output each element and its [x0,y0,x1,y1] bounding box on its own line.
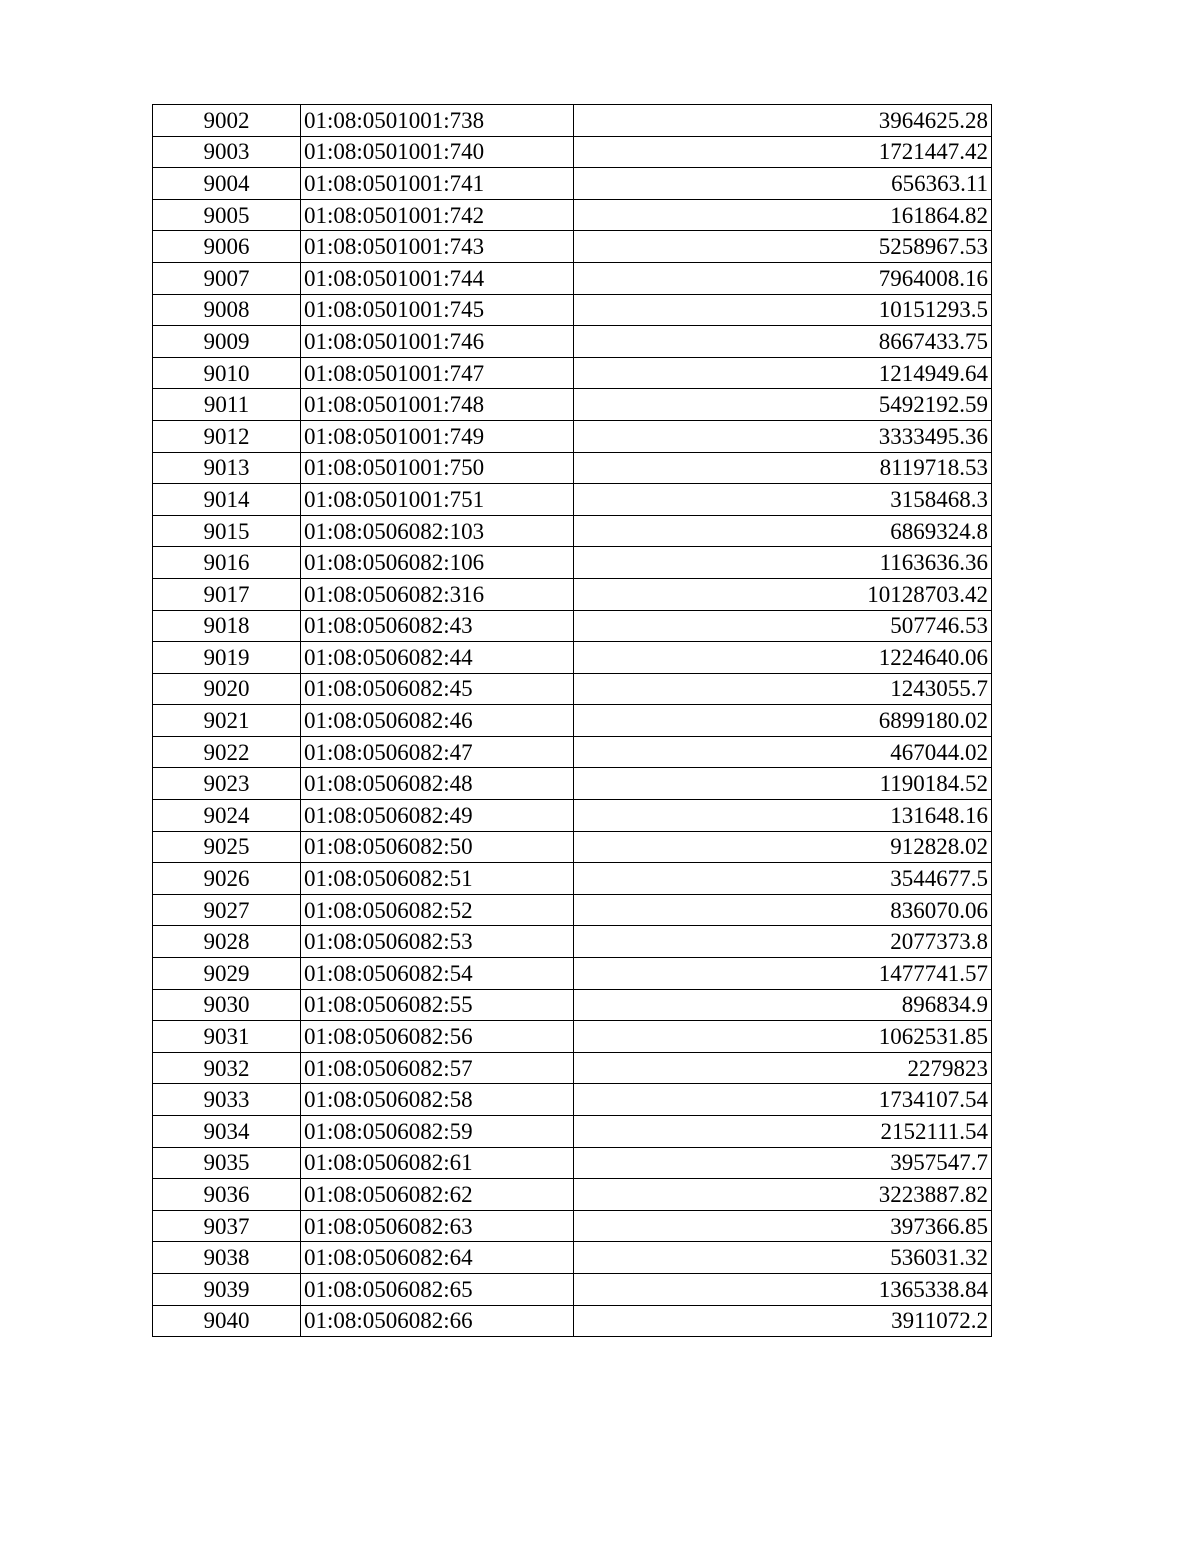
row-number-cell: 9026 [153,863,301,895]
value-cell: 536031.32 [574,1242,992,1274]
row-number-cell: 9011 [153,389,301,421]
row-number-cell: 9009 [153,326,301,358]
value-cell: 10151293.5 [574,294,992,326]
value-cell: 6869324.8 [574,515,992,547]
value-cell: 1163636.36 [574,547,992,579]
value-cell: 656363.11 [574,168,992,200]
row-number-cell: 9015 [153,515,301,547]
table-row [153,736,992,768]
cadastral-number-cell: 01:08:0501001:749 [301,420,574,452]
table-row [153,800,992,832]
table-row [153,1179,992,1211]
value-cell: 1224640.06 [574,642,992,674]
table-row [153,1273,992,1305]
row-number-cell: 9017 [153,578,301,610]
table-row [153,673,992,705]
row-number-cell: 9018 [153,610,301,642]
value-cell: 507746.53 [574,610,992,642]
cadastral-number-cell: 01:08:0501001:742 [301,199,574,231]
cadastral-number-cell: 01:08:0501001:741 [301,168,574,200]
table-row [153,831,992,863]
table-row [153,642,992,674]
cadastral-number-cell: 01:08:0501001:743 [301,231,574,263]
value-cell: 161864.82 [574,199,992,231]
value-cell: 3911072.2 [574,1305,992,1337]
value-cell: 3333495.36 [574,420,992,452]
data-table [152,104,992,1337]
row-number-cell: 9014 [153,484,301,516]
row-number-cell: 9030 [153,989,301,1021]
cadastral-number-cell: 01:08:0506082:44 [301,642,574,674]
value-cell: 467044.02 [574,736,992,768]
row-number-cell: 9024 [153,800,301,832]
cadastral-number-cell: 01:08:0506082:61 [301,1147,574,1179]
row-number-cell: 9010 [153,357,301,389]
cadastral-number-cell: 01:08:0506082:66 [301,1305,574,1337]
cadastral-number-cell: 01:08:0506082:56 [301,1021,574,1053]
row-number-cell: 9005 [153,199,301,231]
value-cell: 8119718.53 [574,452,992,484]
cadastral-number-cell: 01:08:0506082:43 [301,610,574,642]
row-number-cell: 9033 [153,1084,301,1116]
value-cell: 896834.9 [574,989,992,1021]
value-cell: 3544677.5 [574,863,992,895]
table-row [153,610,992,642]
cadastral-number-cell: 01:08:0506082:53 [301,926,574,958]
table-row [153,231,992,263]
value-cell: 1243055.7 [574,673,992,705]
cadastral-number-cell: 01:08:0501001:740 [301,136,574,168]
value-cell: 1734107.54 [574,1084,992,1116]
cadastral-number-cell: 01:08:0506082:57 [301,1052,574,1084]
row-number-cell: 9027 [153,894,301,926]
table-row [153,515,992,547]
table-row [153,989,992,1021]
cadastral-number-cell: 01:08:0501001:745 [301,294,574,326]
table-row [153,136,992,168]
table-row [153,1021,992,1053]
row-number-cell: 9025 [153,831,301,863]
cadastral-number-cell: 01:08:0506082:55 [301,989,574,1021]
value-cell: 131648.16 [574,800,992,832]
row-number-cell: 9019 [153,642,301,674]
value-cell: 912828.02 [574,831,992,863]
cadastral-number-cell: 01:08:0501001:738 [301,105,574,137]
value-cell: 10128703.42 [574,578,992,610]
row-number-cell: 9021 [153,705,301,737]
cadastral-number-cell: 01:08:0506082:47 [301,736,574,768]
cadastral-number-cell: 01:08:0506082:106 [301,547,574,579]
table-row [153,294,992,326]
row-number-cell: 9028 [153,926,301,958]
cadastral-number-cell: 01:08:0506082:65 [301,1273,574,1305]
table-row [153,1147,992,1179]
value-cell: 5258967.53 [574,231,992,263]
value-cell: 3158468.3 [574,484,992,516]
table-row [153,1116,992,1148]
row-number-cell: 9007 [153,262,301,294]
row-number-cell: 9008 [153,294,301,326]
table-row [153,1084,992,1116]
table-row [153,1052,992,1084]
row-number-cell: 9029 [153,958,301,990]
value-cell: 1062531.85 [574,1021,992,1053]
table-body [153,105,992,1337]
value-cell: 2152111.54 [574,1116,992,1148]
value-cell: 1190184.52 [574,768,992,800]
value-cell: 3964625.28 [574,105,992,137]
value-cell: 1365338.84 [574,1273,992,1305]
cadastral-number-cell: 01:08:0506082:64 [301,1242,574,1274]
table-row [153,958,992,990]
table-row [153,1210,992,1242]
cadastral-number-cell: 01:08:0506082:316 [301,578,574,610]
value-cell: 836070.06 [574,894,992,926]
row-number-cell: 9013 [153,452,301,484]
table-row [153,926,992,958]
cadastral-number-cell: 01:08:0501001:746 [301,326,574,358]
cadastral-number-cell: 01:08:0506082:52 [301,894,574,926]
table-row [153,1242,992,1274]
table-row [153,199,992,231]
row-number-cell: 9039 [153,1273,301,1305]
cadastral-number-cell: 01:08:0506082:45 [301,673,574,705]
table-row [153,1305,992,1337]
cadastral-number-cell: 01:08:0501001:750 [301,452,574,484]
cadastral-number-cell: 01:08:0501001:744 [301,262,574,294]
value-cell: 5492192.59 [574,389,992,421]
table-row [153,326,992,358]
value-cell: 1721447.42 [574,136,992,168]
row-number-cell: 9036 [153,1179,301,1211]
cadastral-number-cell: 01:08:0506082:54 [301,958,574,990]
row-number-cell: 9003 [153,136,301,168]
cadastral-number-cell: 01:08:0501001:747 [301,357,574,389]
value-cell: 1477741.57 [574,958,992,990]
row-number-cell: 9012 [153,420,301,452]
cadastral-number-cell: 01:08:0506082:62 [301,1179,574,1211]
row-number-cell: 9034 [153,1116,301,1148]
value-cell: 3957547.7 [574,1147,992,1179]
cadastral-number-cell: 01:08:0506082:58 [301,1084,574,1116]
cadastral-number-cell: 01:08:0506082:46 [301,705,574,737]
value-cell: 1214949.64 [574,357,992,389]
row-number-cell: 9023 [153,768,301,800]
row-number-cell: 9016 [153,547,301,579]
row-number-cell: 9035 [153,1147,301,1179]
row-number-cell: 9020 [153,673,301,705]
cadastral-number-cell: 01:08:0506082:63 [301,1210,574,1242]
row-number-cell: 9002 [153,105,301,137]
cadastral-number-cell: 01:08:0506082:50 [301,831,574,863]
cadastral-number-cell: 01:08:0506082:51 [301,863,574,895]
cadastral-number-cell: 01:08:0506082:59 [301,1116,574,1148]
table-row [153,105,992,137]
table-row [153,357,992,389]
value-cell: 2077373.8 [574,926,992,958]
cadastral-number-cell: 01:08:0506082:49 [301,800,574,832]
table-row [153,547,992,579]
cadastral-number-cell: 01:08:0506082:48 [301,768,574,800]
value-cell: 3223887.82 [574,1179,992,1211]
table-row [153,420,992,452]
table-row [153,484,992,516]
row-number-cell: 9004 [153,168,301,200]
table-row [153,578,992,610]
table-row [153,705,992,737]
table-row [153,262,992,294]
value-cell: 6899180.02 [574,705,992,737]
value-cell: 397366.85 [574,1210,992,1242]
cadastral-number-cell: 01:08:0501001:748 [301,389,574,421]
table-row [153,452,992,484]
table-row [153,168,992,200]
row-number-cell: 9040 [153,1305,301,1337]
row-number-cell: 9038 [153,1242,301,1274]
table-row [153,768,992,800]
value-cell: 2279823 [574,1052,992,1084]
cadastral-number-cell: 01:08:0506082:103 [301,515,574,547]
row-number-cell: 9006 [153,231,301,263]
table-row [153,863,992,895]
row-number-cell: 9037 [153,1210,301,1242]
table-row [153,389,992,421]
row-number-cell: 9032 [153,1052,301,1084]
table-row [153,894,992,926]
value-cell: 8667433.75 [574,326,992,358]
value-cell: 7964008.16 [574,262,992,294]
row-number-cell: 9031 [153,1021,301,1053]
cadastral-number-cell: 01:08:0501001:751 [301,484,574,516]
row-number-cell: 9022 [153,736,301,768]
